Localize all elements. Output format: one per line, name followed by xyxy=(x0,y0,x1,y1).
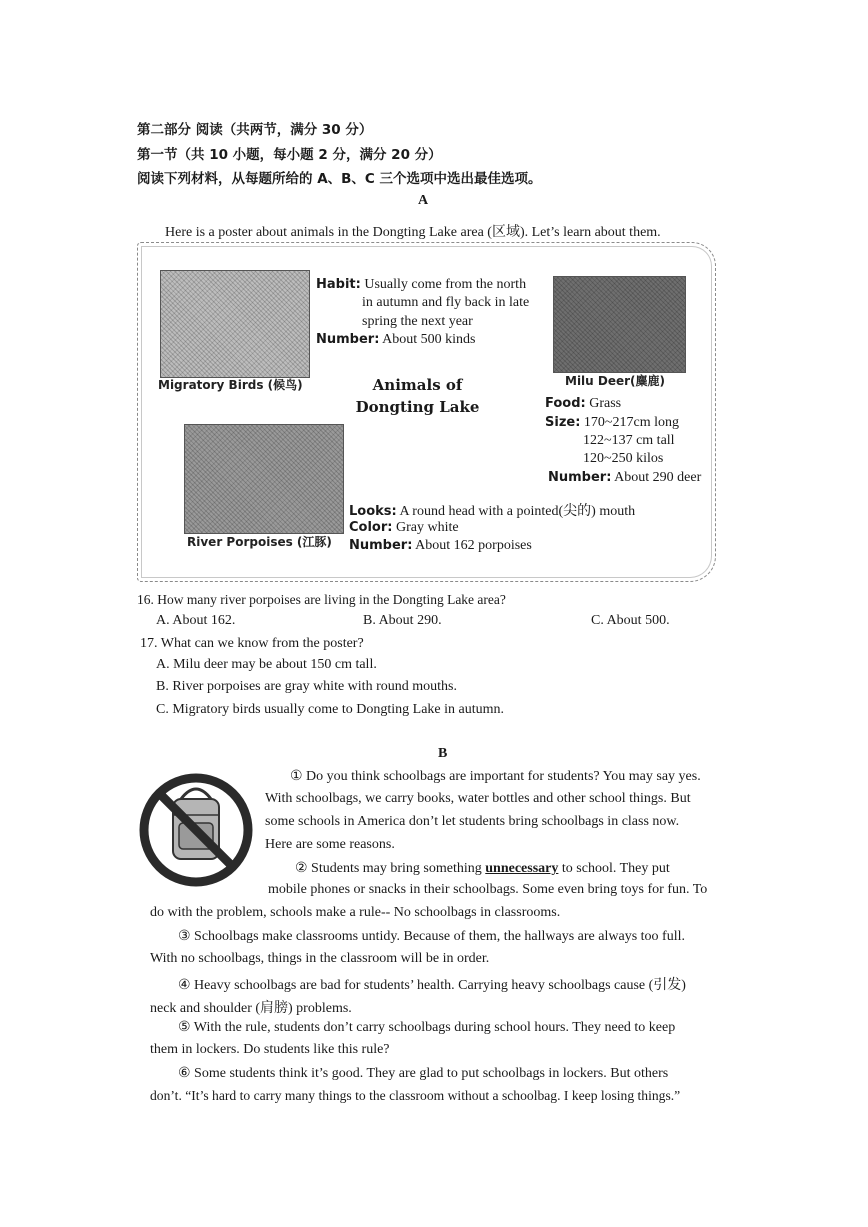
passage-a-intro: Here is a poster about animals in the Dongting Lake area (区域). Let’s learn about them. xyxy=(165,225,661,240)
p4-line2: neck and shoulder (肩膀) problems. xyxy=(150,1001,352,1016)
porpoises-caption: River Porpoises (江豚) xyxy=(187,535,332,549)
milu-deer-photo xyxy=(553,276,686,373)
deer-number: Number: About 290 deer xyxy=(548,470,702,485)
deer-size-line3: 120~250 kilos xyxy=(583,451,664,466)
deer-caption: Milu Deer(麋鹿) xyxy=(565,374,666,388)
river-porpoises-photo xyxy=(184,424,344,534)
deer-size: Size: 170~217cm long xyxy=(545,415,679,430)
section-heading: 第一节（共 10 小题，每小题 2 分，满分 20 分） xyxy=(137,147,442,163)
passage-a-letter: A xyxy=(418,193,429,208)
p4-line1: ④ Heavy schoolbags are bad for students’ health. Carrying heavy schoolbags cause (引发) xyxy=(178,978,686,993)
migratory-birds-photo xyxy=(160,270,310,378)
p1-line4: Here are some reasons. xyxy=(265,837,395,852)
p1-line2: With schoolbags, we carry books, water bottles and other school things. But xyxy=(265,791,691,806)
p1-line3: some schools in America don’t let students bring schoolbags in class now. xyxy=(265,814,680,829)
birds-habit-line3: spring the next year xyxy=(362,314,473,329)
p6-line1: ⑥ Some students think it’s good. They are glad to put schoolbags in lockers. But others xyxy=(178,1066,669,1081)
part-heading: 第二部分 阅读（共两节，满分 30 分） xyxy=(137,122,373,138)
porpoises-color: Color: Gray white xyxy=(349,520,459,535)
p2-line1: ② Students may bring something unnecessary to school. They put xyxy=(295,861,670,876)
porpoises-looks: Looks: A round head with a pointed(尖的) mouth xyxy=(349,504,636,519)
p5-line2: them in lockers. Do students like this rule? xyxy=(150,1042,390,1057)
deer-size-line2: 122~137 cm tall xyxy=(583,433,675,448)
p2-line3: do with the problem, schools make a rule-- No schoolbags in classrooms. xyxy=(150,905,561,920)
q16-option-b[interactable]: B. About 290. xyxy=(363,613,442,628)
porpoises-number: Number: About 162 porpoises xyxy=(349,538,532,553)
underlined-word: unnecessary xyxy=(485,861,559,876)
q17-option-b[interactable]: B. River porpoises are gray white with round mouths. xyxy=(156,679,457,694)
q16-option-a[interactable]: A. About 162. xyxy=(156,613,236,628)
no-schoolbag-sign-icon xyxy=(137,771,255,889)
p3-line1: ③ Schoolbags make classrooms untidy. Because of them, the hallways are always too full. xyxy=(178,929,685,944)
p2-line2: mobile phones or snacks in their schoolbags. Some even bring toys for fun. To xyxy=(268,882,708,897)
q17-option-c[interactable]: C. Migratory birds usually come to Dongting Lake in autumn. xyxy=(156,702,505,717)
birds-habit-line2: in autumn and fly back in late xyxy=(362,295,530,310)
q16-option-c[interactable]: C. About 500. xyxy=(591,613,670,628)
birds-habit: Habit: Usually come from the north xyxy=(316,277,527,292)
passage-b-letter: B xyxy=(438,746,448,761)
p1-line1: ① Do you think schoolbags are important for students? You may say yes. xyxy=(290,769,701,784)
p6-line2: don’t. “It’s hard to carry many things to the classroom without a schoolbag. I keep losing things.” xyxy=(150,1088,681,1103)
p5-line1: ⑤ With the rule, students don’t carry schoolbags during school hours. They need to keep xyxy=(178,1020,676,1035)
p3-line2: With no schoolbags, things in the classroom will be in order. xyxy=(150,951,490,966)
poster-title: Animals of Dongting Lake xyxy=(355,376,480,416)
instruction: 阅读下列材料，从每题所给的 A、B、C 三个选项中选出最佳选项。 xyxy=(137,171,542,187)
birds-caption: Migratory Birds (候鸟) xyxy=(158,378,303,392)
deer-food: Food: Grass xyxy=(545,396,622,411)
question-17: 17. What can we know from the poster? xyxy=(140,636,364,651)
question-16: 16. How many river porpoises are living in the Dongting Lake area? xyxy=(137,592,506,607)
birds-number: Number: About 500 kinds xyxy=(316,332,476,347)
q17-option-a[interactable]: A. Milu deer may be about 150 cm tall. xyxy=(156,657,377,672)
